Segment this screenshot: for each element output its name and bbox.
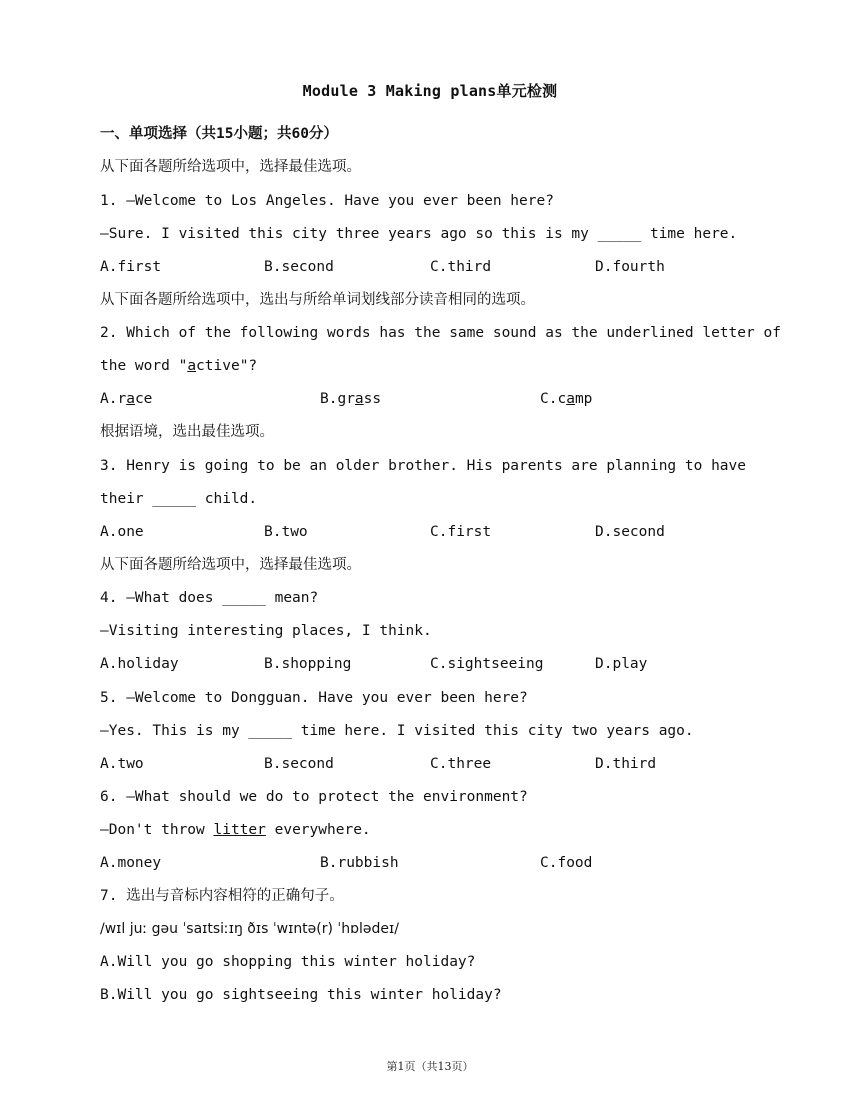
q2-option-b <box>320 389 381 409</box>
q2-option-b-underlined: a <box>354 391 364 407</box>
section-heading: 一、单项选择（共15小题；共60分） <box>100 126 338 142</box>
q6-option-c: C.food <box>540 855 593 871</box>
q6-text-post: everywhere. <box>265 822 371 838</box>
q2-text-pre: the word " <box>100 358 188 374</box>
q2-option-c <box>540 389 592 409</box>
instruction-4: 从下面各题所给选项中，选择最佳选项。 <box>100 557 361 573</box>
q1-option-a: A.first <box>100 259 162 275</box>
instruction-2: 从下面各题所给选项中，选出与所给单词划线部分读音相同的选项。 <box>100 292 535 308</box>
q2-option-a-underlined: a <box>126 391 135 407</box>
question-6-line-1: 6. —What should we do to protect the environment? <box>100 789 528 805</box>
q2-option-a-pre: A.r <box>100 391 127 407</box>
q2-option-a <box>100 389 152 409</box>
question-5-line-1: 5. —Welcome to Dongguan. Have you ever been here? <box>100 690 528 706</box>
question-4-line-2: —Visiting interesting places, I think. <box>100 623 432 639</box>
q2-option-c-pre: C.c <box>540 391 567 407</box>
q3-option-b: B.two <box>264 524 308 540</box>
q7-option-a: A.Will you go shopping this winter holiday? <box>100 954 476 970</box>
question-2-line-1: 2. Which of the following words has the same sound as the underlined letter of <box>100 325 781 341</box>
page-title: Module 3 Making plans单元检测 <box>302 82 558 100</box>
question-3-line-2: their _____ child. <box>100 491 258 507</box>
q5-option-a: A.two <box>100 756 144 772</box>
q4-option-b: B.shopping <box>264 656 352 672</box>
q2-option-b-pre: B.gr <box>320 391 355 407</box>
question-5-line-2: —Yes. This is my _____ time here. I visited this city two years ago. <box>100 723 694 739</box>
q6-text-pre: —Don't throw <box>100 822 214 838</box>
question-4-line-1: 4. —What does _____ mean? <box>100 590 319 606</box>
question-7-line-1: 7. 选出与音标内容相符的正确句子。 <box>100 888 344 904</box>
q5-option-c: C.three <box>430 756 492 772</box>
q2-option-c-underlined: a <box>566 391 575 407</box>
q5-option-b: B.second <box>264 756 334 772</box>
q1-option-b: B.second <box>264 259 334 275</box>
q4-option-a: A.holiday <box>100 656 179 672</box>
q7-option-b: B.Will you go sightseeing this winter holiday? <box>100 987 502 1003</box>
q2-option-a-post: ce <box>134 391 153 407</box>
question-1-line-1: 1. —Welcome to Los Angeles. Have you ever been here? <box>100 193 554 209</box>
q3-option-a: A.one <box>100 524 144 540</box>
q2-underlined-letter: a <box>187 358 197 374</box>
question-6-line-2 <box>100 820 371 840</box>
q2-option-c-post: mp <box>574 391 593 407</box>
question-1-line-2: —Sure. I visited this city three years ago so this is my _____ time here. <box>100 226 738 242</box>
instruction-1: 从下面各题所给选项中，选择最佳选项。 <box>100 159 361 175</box>
page-footer: 第1页（共13页） <box>386 1060 474 1073</box>
question-7-phonetic: /wɪl juː gəu ˈsaɪtsiːɪŋ ðɪs ˈwɪntə(r) ˈhɒlədeɪ/ <box>100 921 399 937</box>
instruction-3: 根据语境，选出最佳选项。 <box>100 424 274 440</box>
q4-option-c: C.sightseeing <box>430 656 544 672</box>
q2-option-b-post: ss <box>363 391 382 407</box>
q2-text-post: ctive"? <box>196 358 258 374</box>
q1-option-d: D.fourth <box>595 259 665 275</box>
q3-option-d: D.second <box>595 524 665 540</box>
q6-option-b: B.rubbish <box>320 855 399 871</box>
question-3-line-1: 3. Henry is going to be an older brother. His parents are planning to have <box>100 458 747 474</box>
question-2-line-2 <box>100 356 257 376</box>
q3-option-c: C.first <box>430 524 492 540</box>
q5-option-d: D.third <box>595 756 657 772</box>
q4-option-d: D.play <box>595 656 648 672</box>
q6-underlined-word: litter <box>213 822 266 838</box>
q6-option-a: A.money <box>100 855 162 871</box>
q1-option-c: C.third <box>430 259 492 275</box>
